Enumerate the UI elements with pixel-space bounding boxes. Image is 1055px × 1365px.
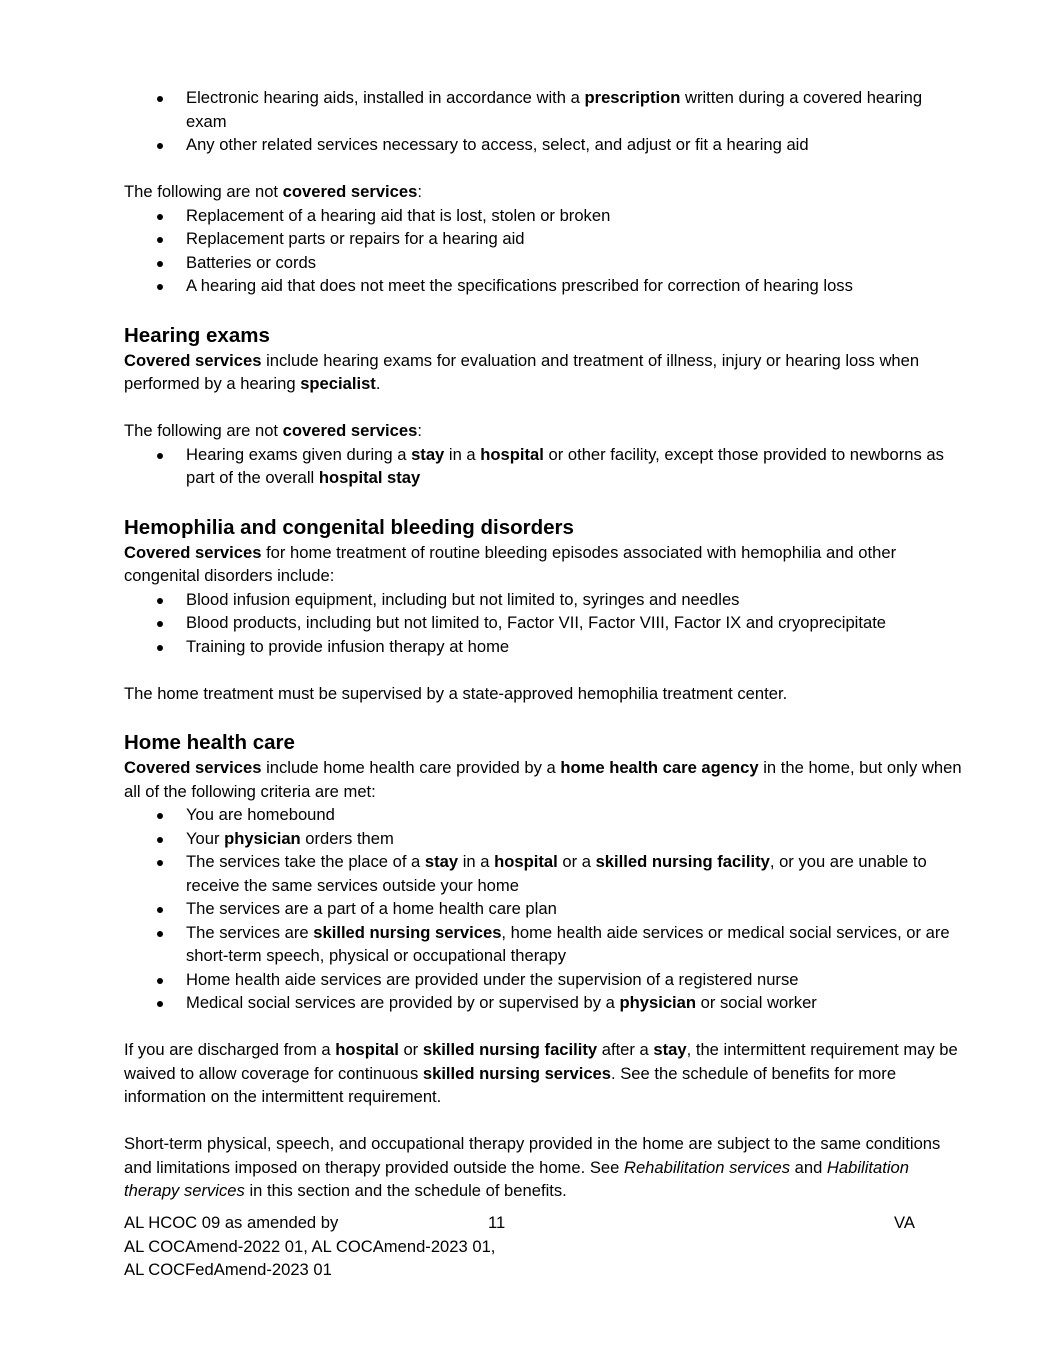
bullet-icon <box>157 860 163 866</box>
discharge-paragraph: If you are discharged from a hospital or skilled nursing facility after a stay, the intermittent requirement may be waived to allow coverage for continuous skilled nursing services. See the schedule of benefits for more information on the intermittent requirement. <box>124 1040 958 1106</box>
bullet-icon <box>157 143 163 149</box>
bullet-icon <box>157 621 163 627</box>
hemophilia-note: The home treatment must be supervised by a state-approved hemophilia treatment center. <box>124 683 788 703</box>
bullet-icon <box>157 261 163 267</box>
hearing-aids-covered-list <box>124 86 994 157</box>
list-item: Batteries or cords <box>124 251 994 275</box>
list-item: Home health aide services are provided under the supervision of a registered nurse <box>124 968 994 992</box>
hearing-aids-not-covered-list <box>124 204 994 298</box>
not-covered-intro: The following are not covered services: <box>124 182 422 201</box>
therapy-paragraph: Short-term physical, speech, and occupational therapy provided in the home are subject to the same conditions and limitations imposed on therapy provided outside the home. See Rehabilitation services and Habilitation therapy services in this section and the schedule of benefits. <box>124 1134 941 1200</box>
footer-amendments: AL COCAmend-2022 01, AL COCAmend-2023 01, <box>124 1236 496 1256</box>
hemophilia-list <box>124 588 994 659</box>
bullet-icon <box>157 907 163 913</box>
bullet-icon <box>157 837 163 843</box>
list-item: The services take the place of a stay in a hospital or a skilled nursing facility, or you are unable to receive the same services outside your home <box>124 850 994 897</box>
list-item: Electronic hearing aids, installed in accordance with a prescription written during a covered hearing exam <box>124 86 994 133</box>
list-item: Your physician orders them <box>124 827 994 851</box>
document-body <box>124 86 994 1203</box>
list-item: Replacement of a hearing aid that is lost, stolen or broken <box>124 204 994 228</box>
list-item: Replacement parts or repairs for a hearing aid <box>124 227 994 251</box>
list-item: Blood products, including but not limited to, Factor VII, Factor VIII, Factor IX and cryoprecipitate <box>124 611 994 635</box>
list-item: The services are a part of a home health care plan <box>124 897 994 921</box>
section-heading-hemophilia: Hemophilia and congenital bleeding disorders <box>124 515 574 539</box>
hearing-exams-paragraph: Covered services include hearing exams for evaluation and treatment of illness, injury or hearing loss when performed by a hearing specialist. <box>124 350 920 393</box>
bullet-icon <box>157 813 163 819</box>
footer-doc-id: AL HCOC 09 as amended by <box>124 1213 339 1232</box>
bullet-icon <box>157 284 163 290</box>
list-item: The services are skilled nursing services, home health aide services or medical social services, or are short-term speech, physical or occupational therapy <box>124 921 994 968</box>
hearing-exams-not-covered-list <box>124 443 994 490</box>
bullet-icon <box>157 214 163 220</box>
section-heading-home-health-care: Home health care <box>124 731 295 754</box>
home-health-paragraph: Covered services include home health care provided by a home health care agency in the home, but only when all of the following criteria are met: <box>124 758 962 801</box>
list-item: Training to provide infusion therapy at home <box>124 635 994 659</box>
bullet-icon <box>157 598 163 604</box>
not-covered-intro: The following are not covered services: <box>124 421 422 440</box>
list-item: You are homebound <box>124 803 994 827</box>
section-heading-hearing-exams: Hearing exams <box>124 323 270 347</box>
bullet-icon <box>157 1001 163 1007</box>
list-item: Hearing exams given during a stay in a hospital or other facility, except those provided to newborns as part of the overall hospital stay <box>124 443 994 490</box>
footer-fed-amendment: AL COCFedAmend-2023 01 <box>124 1260 332 1279</box>
hemophilia-paragraph: Covered services for home treatment of routine bleeding episodes associated with hemophilia and other congenital disorders include: <box>124 542 897 585</box>
page-footer <box>124 1211 1024 1282</box>
bullet-icon <box>157 645 163 651</box>
bullet-icon <box>157 96 163 102</box>
bullet-icon <box>157 453 163 459</box>
bullet-icon <box>157 237 163 243</box>
footer-region: VA <box>894 1213 915 1232</box>
list-item: A hearing aid that does not meet the specifications prescribed for correction of hearing loss <box>124 274 994 298</box>
list-item: Any other related services necessary to access, select, and adjust or fit a hearing aid <box>124 133 994 157</box>
bullet-icon <box>157 931 163 937</box>
page-number: 11 <box>488 1213 506 1232</box>
home-health-criteria-list <box>124 803 994 1015</box>
bullet-icon <box>157 978 163 984</box>
list-item: Medical social services are provided by or supervised by a physician or social worker <box>124 991 994 1015</box>
list-item: Blood infusion equipment, including but not limited to, syringes and needles <box>124 588 994 612</box>
